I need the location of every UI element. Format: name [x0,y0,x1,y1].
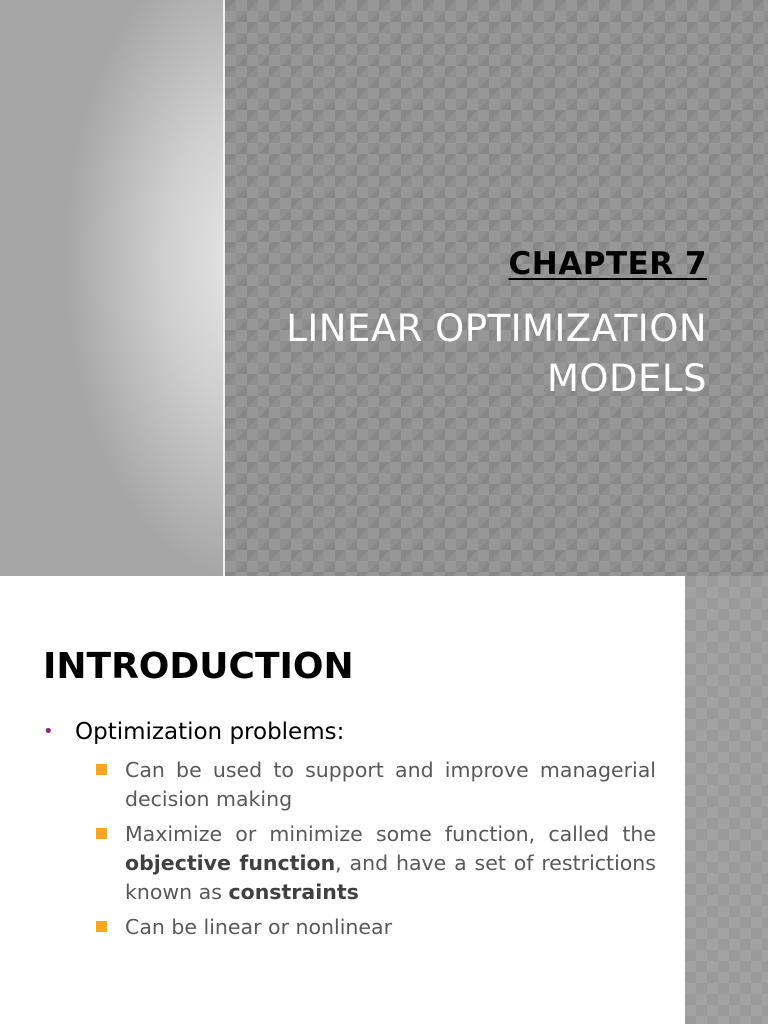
bullet-text: Optimization problems: [75,719,345,745]
sub-bullet-text-part: , and have a set of restrictions known as [125,851,656,904]
objective-function-term: objective function [125,851,336,875]
side-pattern-strip [685,576,768,1024]
sub-bullet-text: Can be used to support and improve managerial decision making [125,758,656,811]
sub-bullet-item [96,756,656,814]
sub-bullet-text-part: Maximize or minimize some function, called the [125,822,656,846]
sub-bullet-item [96,913,656,942]
bullet-optimization-problems [43,719,663,745]
left-gradient-panel [0,0,223,576]
bullet-dot-icon: • [43,721,54,742]
slide-title-line2: MODELS [546,357,707,400]
sub-bullet-list [96,756,656,948]
slide-title [187,304,707,404]
constraints-term: constraints [228,880,359,904]
intro-slide [0,576,768,1024]
square-bullet-icon [96,921,107,932]
intro-heading: INTRODUCTION [43,646,354,687]
slide-title-line1: LINEAR OPTIMIZATION [286,307,707,350]
sub-bullet-item [96,820,656,907]
patterned-background [225,0,768,576]
chapter-label: CHAPTER 7 [508,246,707,282]
square-bullet-icon [96,764,107,775]
sub-bullet-text: Can be linear or nonlinear [125,915,393,939]
square-bullet-icon [96,828,107,839]
